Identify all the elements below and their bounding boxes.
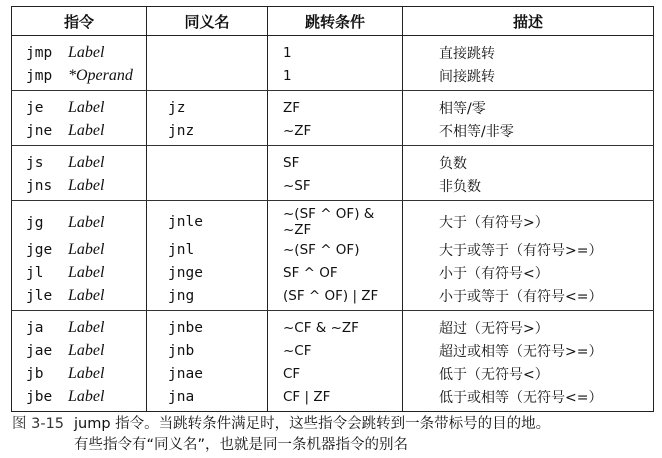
instruction-cell [12, 64, 147, 91]
table-row [12, 284, 654, 311]
synonym-cell: jng [147, 284, 268, 311]
instruction-cell [12, 362, 147, 385]
caption-text-1: jump 指令。当跳转条件满足时，这些指令会跳转到一条带标号的目的地。 [74, 416, 551, 432]
opcode: jbe [26, 389, 53, 405]
caption-line-1 [12, 414, 657, 435]
description-cell: 间接跳转 [403, 64, 654, 91]
table-row [12, 64, 654, 91]
opcode: ja [26, 320, 44, 336]
figure-caption [12, 414, 657, 456]
table-row [12, 146, 654, 175]
opcode: js [26, 155, 44, 171]
figure-number: 图 3-15 [12, 416, 65, 432]
header-instruction: 指令 [12, 7, 147, 36]
condition-cell: 1 [268, 64, 403, 91]
operand: Label [68, 365, 105, 382]
opcode: je [26, 100, 44, 116]
synonym-cell [147, 174, 268, 201]
synonym-cell [147, 36, 268, 65]
synonym-cell: jz [147, 91, 268, 120]
condition-cell: ~CF [268, 339, 403, 362]
header-synonym: 同义名 [147, 7, 268, 36]
instruction-cell [12, 36, 147, 65]
opcode: jmp [26, 68, 53, 84]
opcode: jl [26, 265, 44, 281]
condition-cell: ~(SF ^ OF) & ~ZF [268, 201, 403, 239]
description-cell: 小于（有符号<） [403, 261, 654, 284]
synonym-cell: jnae [147, 362, 268, 385]
table-row [12, 311, 654, 340]
synonym-cell [147, 146, 268, 175]
opcode: jge [26, 242, 53, 258]
operand: Label [68, 388, 105, 405]
opcode: jmp [26, 45, 53, 61]
description-cell: 大于（有符号>） [403, 201, 654, 239]
opcode: jle [26, 288, 53, 304]
table-row [12, 261, 654, 284]
description-cell: 超过或相等（无符号>=） [403, 339, 654, 362]
instruction-cell [12, 146, 147, 175]
synonym-cell: jnge [147, 261, 268, 284]
table-row [12, 36, 654, 65]
opcode: jg [26, 214, 44, 231]
description-cell: 低于或相等（无符号<=） [403, 385, 654, 412]
operand: Label [68, 287, 105, 304]
opcode: jns [26, 178, 53, 194]
table-row [12, 91, 654, 120]
table-row [12, 201, 654, 239]
instruction-cell [12, 261, 147, 284]
operand: *Operand [68, 67, 133, 84]
description-cell: 大于或等于（有符号>=） [403, 238, 654, 261]
operand: Label [68, 319, 105, 336]
table-row [12, 174, 654, 201]
condition-cell: CF | ZF [268, 385, 403, 412]
table [11, 6, 654, 412]
instruction-cell [12, 385, 147, 412]
synonym-cell: jnb [147, 339, 268, 362]
instruction-cell [12, 339, 147, 362]
description-cell: 非负数 [403, 174, 654, 201]
description-cell: 负数 [403, 146, 654, 175]
description-cell: 超过（无符号>） [403, 311, 654, 340]
condition-cell: SF [268, 146, 403, 175]
operand: Label [68, 241, 105, 258]
table-header [12, 7, 654, 36]
header-condition: 跳转条件 [268, 7, 403, 36]
operand: Label [68, 99, 105, 116]
condition-cell: ~ZF [268, 119, 403, 146]
instruction-cell [12, 119, 147, 146]
operand: Label [68, 44, 105, 61]
instruction-cell [12, 174, 147, 201]
description-cell: 小于或等于（有符号<=） [403, 284, 654, 311]
condition-cell: ~(SF ^ OF) [268, 238, 403, 261]
header-description: 描述 [403, 7, 654, 36]
condition-cell: ZF [268, 91, 403, 120]
synonym-cell: jnz [147, 119, 268, 146]
condition-cell: ~SF [268, 174, 403, 201]
synonym-cell [147, 64, 268, 91]
table-row [12, 238, 654, 261]
operand: Label [68, 122, 105, 139]
instruction-cell [12, 238, 147, 261]
operand: Label [68, 342, 105, 359]
header-row [12, 7, 654, 36]
instruction-cell [12, 311, 147, 340]
condition-cell: (SF ^ OF) | ZF [268, 284, 403, 311]
table-row [12, 385, 654, 412]
opcode: jne [26, 123, 53, 139]
operand: Label [68, 177, 105, 194]
table-body [12, 36, 654, 412]
opcode: jae [26, 343, 53, 359]
synonym-cell: jnbe [147, 311, 268, 340]
table-row [12, 362, 654, 385]
table-row [12, 119, 654, 146]
synonym-cell: jnle [147, 201, 268, 239]
operand: Label [68, 213, 105, 231]
synonym-cell: jnl [147, 238, 268, 261]
condition-cell: 1 [268, 36, 403, 65]
instruction-cell [12, 284, 147, 311]
opcode: jb [26, 366, 44, 382]
operand: Label [68, 264, 105, 281]
table-row [12, 339, 654, 362]
description-cell: 相等/零 [403, 91, 654, 120]
jump-instruction-table [11, 6, 653, 412]
condition-cell: CF [268, 362, 403, 385]
condition-cell: ~CF & ~ZF [268, 311, 403, 340]
description-cell: 直接跳转 [403, 36, 654, 65]
caption-line-2: 有些指令有“同义名”，也就是同一条机器指令的别名 [74, 437, 409, 453]
condition-cell: SF ^ OF [268, 261, 403, 284]
instruction-cell [12, 201, 147, 239]
description-cell: 不相等/非零 [403, 119, 654, 146]
synonym-cell: jna [147, 385, 268, 412]
instruction-cell [12, 91, 147, 120]
operand: Label [68, 154, 105, 171]
description-cell: 低于（无符号<） [403, 362, 654, 385]
